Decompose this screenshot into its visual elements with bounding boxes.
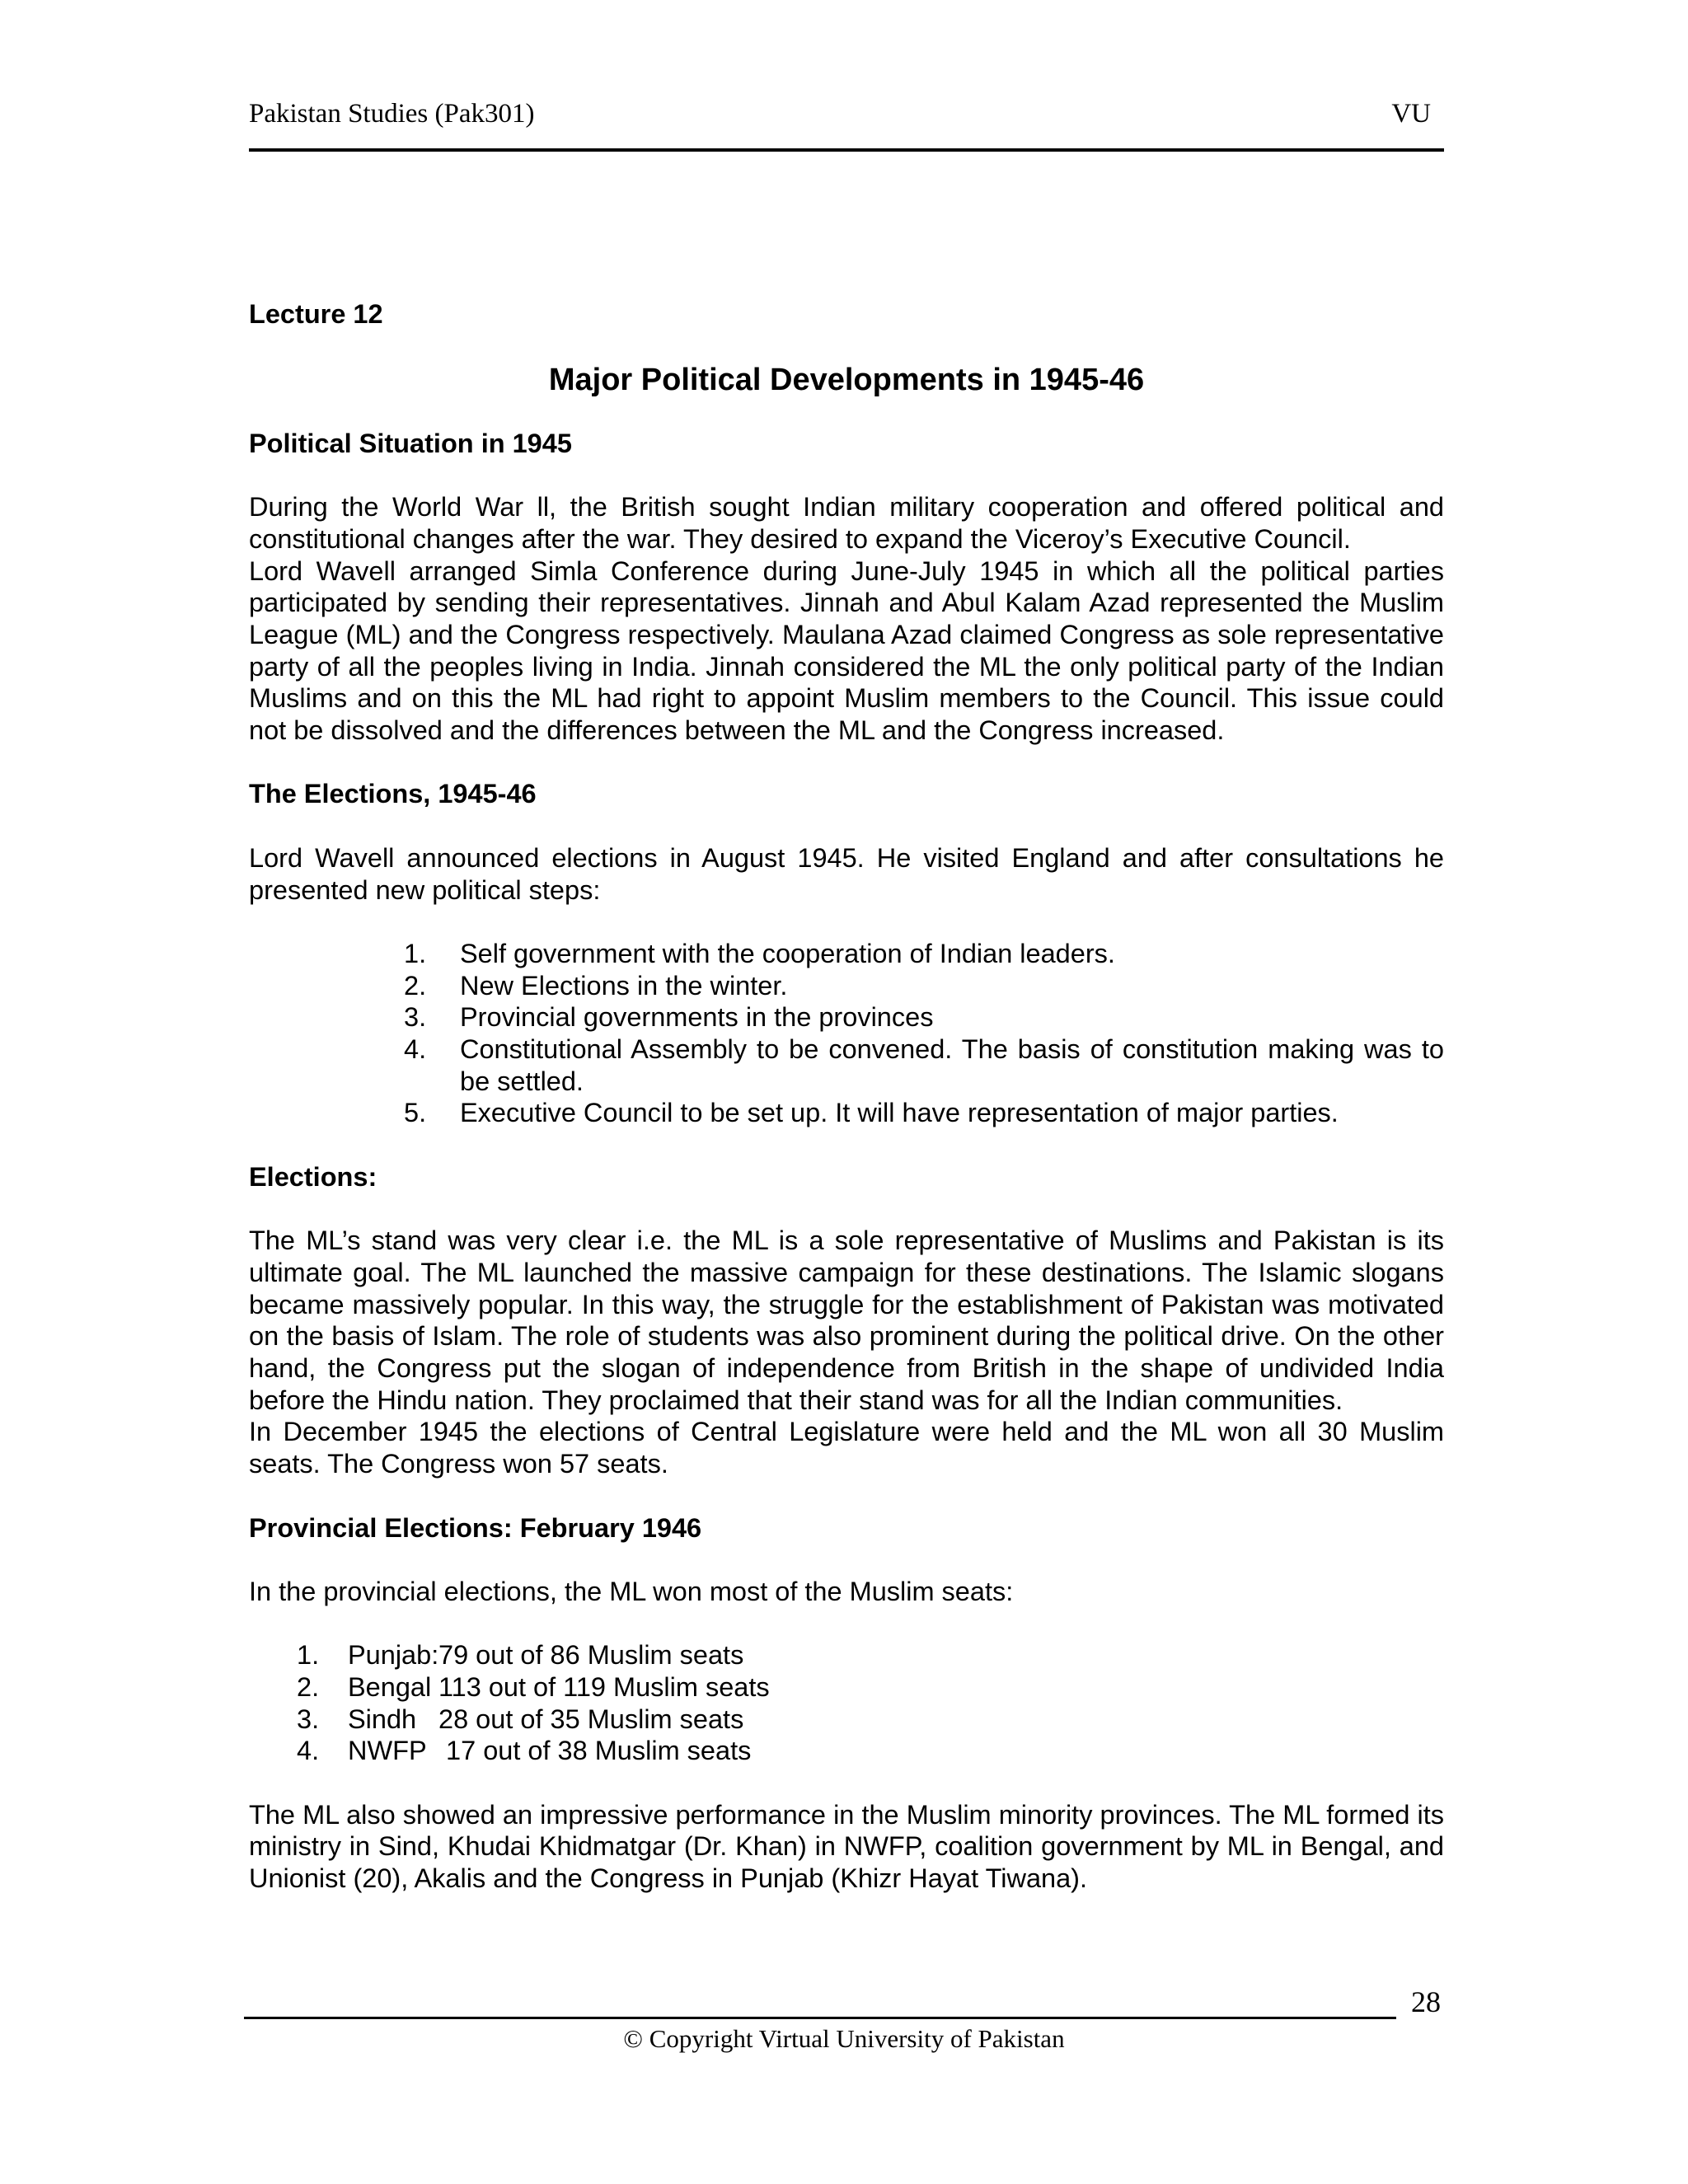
section-heading-elections-1945-46: The Elections, 1945-46 bbox=[249, 779, 537, 809]
list-item: 1. Self government with the cooperation of Indian leaders. bbox=[404, 938, 1115, 968]
page-content bbox=[249, 298, 1444, 1895]
footer-divider bbox=[244, 2017, 1396, 2019]
list-item: 2. Bengal 113 out of 119 Muslim seats bbox=[297, 1671, 770, 1702]
paragraph: The ML also showed an impressive performance in the Muslim minority provinces. The ML formed its ministry in Sind, Khudai Khidmatgar (Dr. Khan) in NWFP, coalition government by ML in Bengal, and Unionist (20), Akalis and the Congress in Punjab (Khizr Hayat Tiwana). bbox=[249, 1799, 1444, 1894]
list-item: 2. New Elections in the winter. bbox=[404, 970, 788, 1001]
paragraph: In the provincial elections, the ML won most of the Muslim seats: bbox=[249, 1576, 1014, 1606]
list-item: 3. Provincial governments in the provinces bbox=[404, 1002, 934, 1033]
section-heading-political-situation: Political Situation in 1945 bbox=[249, 428, 572, 458]
copyright-notice: © Copyright Virtual University of Pakistan bbox=[623, 2024, 1065, 2053]
section-heading-provincial-elections: Provincial Elections: February 1946 bbox=[249, 1512, 702, 1543]
section-heading-elections: Elections: bbox=[249, 1161, 377, 1192]
list-item: 1. Punjab:79 out of 86 Muslim seats bbox=[297, 1640, 744, 1671]
list-item: 4. NWFP 17 out of 38 Muslim seats bbox=[297, 1736, 752, 1766]
political-steps-list bbox=[404, 938, 1444, 1129]
paragraph: Lord Wavell announced elections in August 1945. He visited England and after consultations he presented new political steps: bbox=[249, 842, 1444, 905]
provincial-results-list bbox=[297, 1639, 1444, 1767]
list-item: 3. Sindh 28 out of 35 Muslim seats bbox=[297, 1704, 744, 1734]
paragraph: Lord Wavell arranged Simla Conference during June-July 1945 in which all the political parties participated by sending their representatives. Jinnah and Abul Kalam Azad represented the Muslim League (ML) and the Congress respectively. Maulana Azad claimed Congress as sole representative party of all the peoples living in India. Jinnah considered the ML the only political party of the Indian Muslims and on this the ML had right to appoint Muslim members to the Council. This issue could not be dissolved and the differences between the ML and the Congress increased. bbox=[249, 555, 1444, 746]
paragraph: In December 1945 the elections of Central Legislature were held and the ML won all 30 Muslim seats. The Congress won 57 seats. bbox=[249, 1417, 1444, 1479]
institution-abbrev: VU bbox=[1391, 99, 1431, 129]
list-item: 4. Constitutional Assembly to be convened. The basis of constitution making was to be settled. bbox=[404, 1034, 1444, 1096]
page-number: 28 bbox=[1411, 1985, 1441, 2018]
page-header bbox=[249, 97, 1444, 152]
list-item: 5. Executive Council to be set up. It will have representation of major parties. bbox=[404, 1098, 1339, 1128]
paragraph: During the World War ll, the British sought Indian military cooperation and offered political and constitutional changes after the war. They desired to expand the Viceroy’s Executive Council. bbox=[249, 492, 1444, 554]
paragraph: The ML’s stand was very clear i.e. the ML is a sole representative of Muslims and Pakistan is its ultimate goal. The ML launched the massive campaign for these destinations. The Islamic slogans became massively popular. In this way, the struggle for the establishment of Pakistan was motivated on the basis of Islam. The role of students was also prominent during the political drive. On the other hand, the Congress put the slogan of independence from British in the shape of undivided India before the Hindu nation. They proclaimed that their stand was for all the Indian communities. bbox=[249, 1226, 1444, 1415]
page-title: Major Political Developments in 1945-46 bbox=[548, 362, 1145, 397]
course-title: Pakistan Studies (Pak301) bbox=[249, 99, 535, 129]
lecture-number: Lecture 12 bbox=[249, 299, 383, 329]
